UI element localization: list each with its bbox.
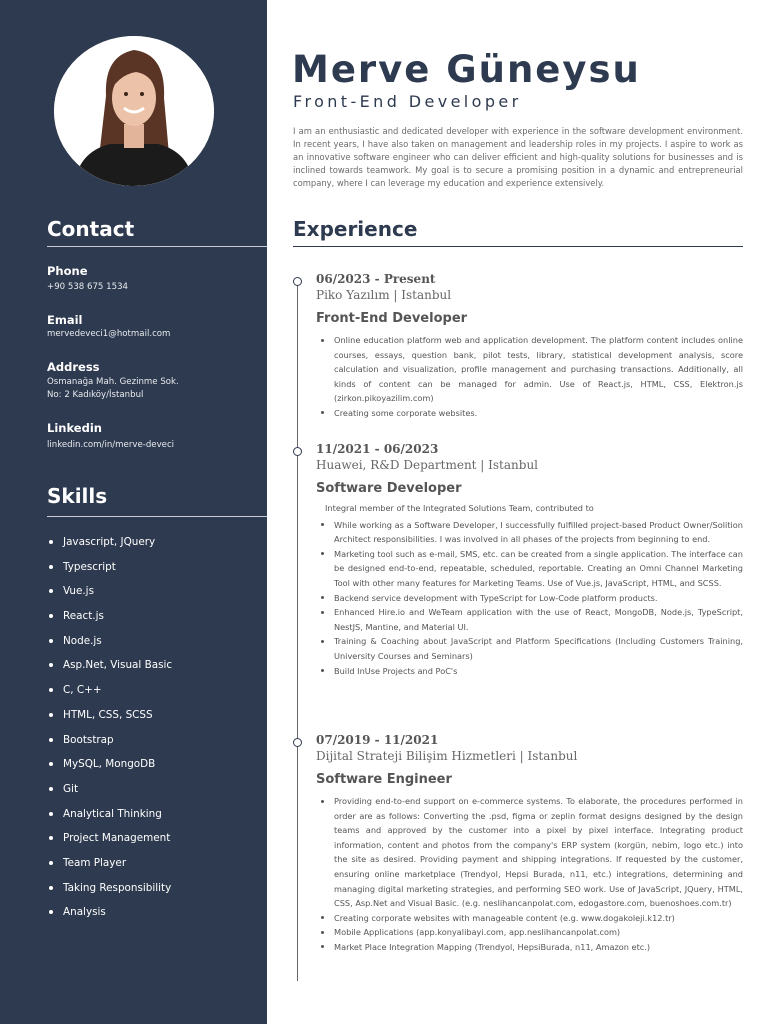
job-bullet: Creating some corporate websites. (316, 406, 743, 421)
job-bullet: Enhanced Hire.io and WeTeam application with the use of React, MongoDB, Node.js, TypeScript, NestJS, Mantine, and Material UI. (316, 605, 743, 634)
job-company: Dijital Strateji Bilişim Hizmetleri | Istanbul (316, 749, 578, 763)
experience-entry (316, 732, 743, 955)
skill-item: Typescript (47, 560, 172, 585)
job-bullet: While working as a Software Developer, I successfully fulfilled project-based Product Owner/Solition Architect responsibilities. I was involved in all phases of the projects from beginning to end. (316, 518, 743, 547)
job-bullet: Creating corporate websites with manageable content (e.g. www.dogakoleji.k12.tr) (316, 911, 743, 926)
job-bullet: Mobile Applications (app.konyalibayi.com, app.neslihancanpolat.com) (316, 925, 743, 940)
job-role: Software Developer (316, 481, 462, 496)
experience-entry (316, 441, 743, 678)
email-label: Email (47, 313, 83, 327)
job-bullet-list (316, 333, 743, 421)
job-bullet: Market Place Integration Mapping (Trendyol, HepsiBurada, n11, Amazon etc.) (316, 940, 743, 955)
skill-item: Vue.js (47, 584, 172, 609)
job-bullet-list (316, 518, 743, 679)
profile-photo-image (54, 36, 214, 186)
linkedin-value[interactable]: linkedin.com/in/merve-deveci (47, 440, 175, 450)
phone-value: +90 538 675 1534 (47, 282, 129, 292)
timeline-dot (293, 738, 302, 747)
job-bullet: Backend service development with TypeScript for Low-Code platform products. (316, 591, 743, 606)
job-date: 07/2019 - 11/2021 (316, 733, 439, 747)
skill-item: Node.js (47, 634, 172, 659)
linkedin-label: Linkedin (47, 421, 102, 435)
contact-divider (47, 246, 267, 247)
job-bullet-list (316, 794, 743, 955)
skill-item: Project Management (47, 831, 172, 856)
job-bullet: Marketing tool such as e-mail, SMS, etc. can be created from a single application. The interface can be designed end-to-end, repeatable, scheduled, reportable. Creating an Omni Channel Marketing Tool with other many features for Marketing Teams. Use of Vue.js, JavaScript, HTML, and SCSS. (316, 547, 743, 591)
timeline-dot (293, 277, 302, 286)
job-date: 11/2021 - 06/2023 (316, 442, 439, 456)
job-date: 06/2023 - Present (316, 272, 436, 286)
skill-item: Git (47, 782, 172, 807)
profile-photo (54, 36, 214, 186)
skill-item: HTML, CSS, SCSS (47, 708, 172, 733)
skill-item: MySQL, MongoDB (47, 757, 172, 782)
skill-item: Team Player (47, 856, 172, 881)
phone-label: Phone (47, 264, 88, 278)
skill-item: Bootstrap (47, 733, 172, 758)
contact-heading: Contact (47, 217, 135, 241)
address-label: Address (47, 360, 100, 374)
email-value[interactable]: mervedeveci1@hotmail.com (47, 329, 171, 339)
candidate-name: Merve Güneysu (292, 48, 641, 91)
skill-item: Analysis (47, 905, 172, 930)
job-role: Front-End Developer (316, 311, 468, 326)
job-bullet: Build InUse Projects and PoC's (316, 664, 743, 679)
job-role: Software Engineer (316, 772, 452, 787)
skills-heading: Skills (47, 484, 108, 508)
job-bullet: Online education platform web and application development. The platform content includes online courses, essays, question bank, pilot tests, library, statistical development analysis, score calculation and visualization, profile management and purchasing transactions. Additionally, all kinds of content can be managed for admin. Use of React.js, HTML, CSS, Elektron.js (zirkon.pikoyazilim.com) (316, 333, 743, 406)
skill-item: Javascript, JQuery (47, 535, 172, 560)
address-line-2: No: 2 Kadıköy/İstanbul (47, 390, 144, 400)
skills-divider (47, 516, 267, 517)
job-bullet: Providing end-to-end support on e-commerce systems. To elaborate, the procedures performed in order are as follows: Converting the .psd, figma or zeplin format designs designed by the design teams and approved by the customer into a pixel by pixel interface. Integrating product information, content and photos from the company's ERP system (korgün, nebim, logo etc.) into the site as desired. Providing payment and shipping integrations. If requested by the customer, ensuring online marketplace (Trendyol, Hepsi Burada, n11, etc.) integrations, determining and managing digital marketing strategies, and performing SEO work. Use of JavaScript, JQuery, HTML, CSS, Asp.Net and Visual Basic. (e.g. neslihancanpolat.com, edogastore.com, buenoshoes.com.tr) (316, 794, 743, 911)
experience-heading: Experience (293, 217, 418, 241)
summary-paragraph: I am an enthusiastic and dedicated developer with experience in the software development environment. In recent years, I have also taken on management and leadership roles in my projects. I aspire to work as an innovative software engineer who can deliver efficient and high-quality solutions for businesses and is inclined towards teamwork. My goal is to secure a promising position in a dynamic and entrepreneurial company, where I can leverage my education and experience extensively. (293, 126, 743, 188)
timeline-line (297, 283, 298, 981)
skill-item: Asp.Net, Visual Basic (47, 658, 172, 683)
job-intro: Integral member of the Integrated Solutions Team, contributed to (325, 503, 594, 513)
sidebar (0, 0, 267, 1024)
skill-item: C, C++ (47, 683, 172, 708)
timeline-dot (293, 447, 302, 456)
job-company: Huawei, R&D Department | Istanbul (316, 458, 539, 472)
skill-item: Taking Responsibility (47, 881, 172, 906)
experience-divider (293, 246, 743, 247)
address-line-1: Osmanağa Mah. Gezinme Sok. (47, 377, 179, 387)
skill-item: React.js (47, 609, 172, 634)
skill-item: Analytical Thinking (47, 807, 172, 832)
job-company: Piko Yazılım | Istanbul (316, 288, 452, 302)
candidate-title: Front-End Developer (293, 92, 522, 111)
experience-entry (316, 271, 743, 421)
skills-list (47, 535, 172, 930)
job-bullet: Training & Coaching about JavaScript and Platform Specifications (Including Customers Training, University Courses and Seminars) (316, 634, 743, 663)
